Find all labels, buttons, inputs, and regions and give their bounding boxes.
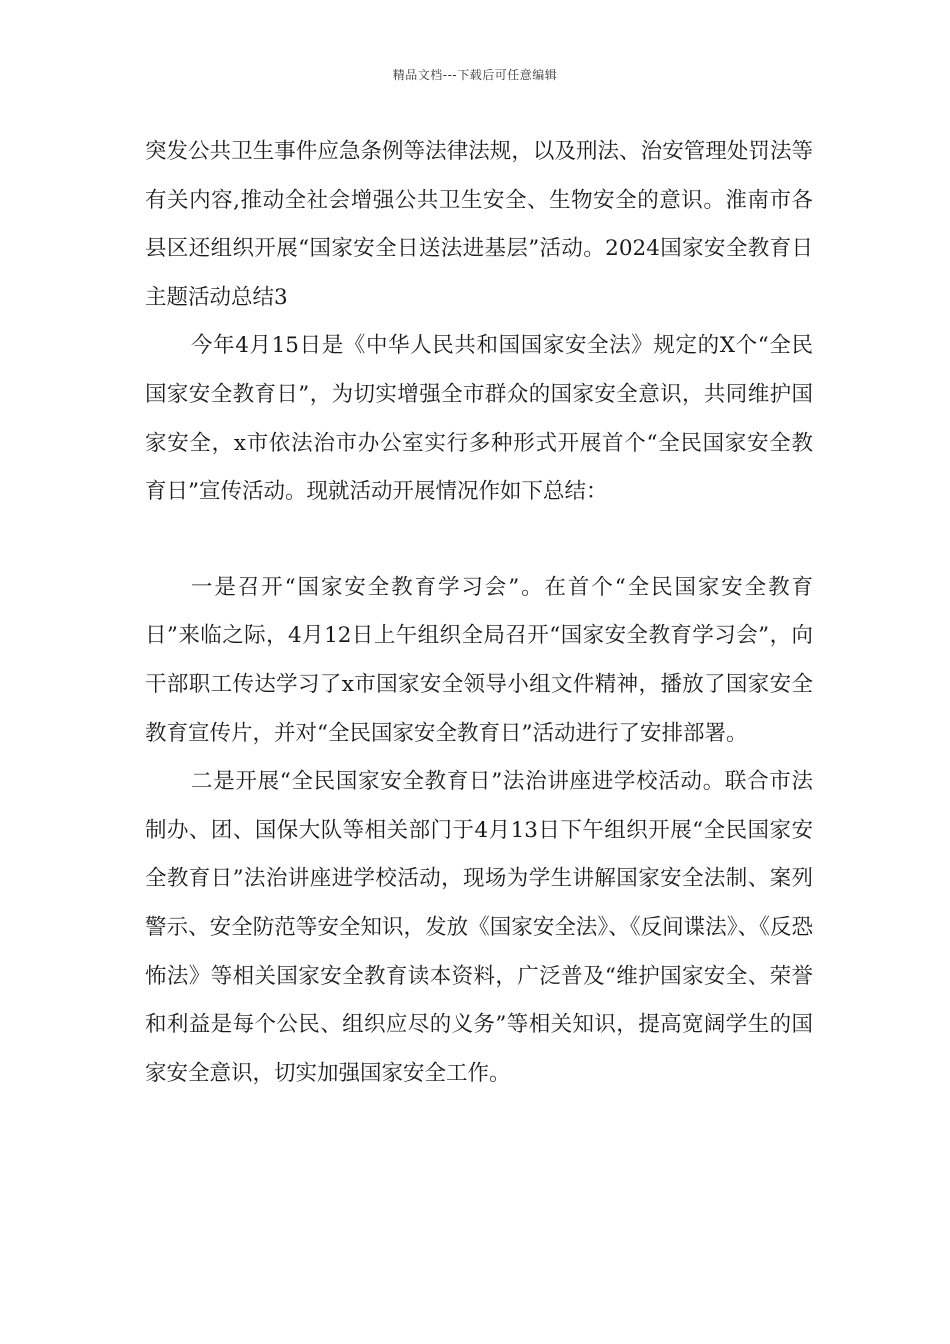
paragraph-spacer xyxy=(145,517,813,564)
document-body xyxy=(145,128,813,1098)
paragraph-item-one: 一是召开“国家安全教育学习会”。在首个“全民国家安全教育日”来临之际，4月12日上午组织全局召开“国家安全教育学习会”，向干部职工传达学习了x市国家安全领导小组文件精神，播放了国家安全教育宣传片，并对“全民国家安全教育日”活动进行了安排部署。 xyxy=(145,574,813,746)
page-header: 精品文档---下载后可任意编辑 xyxy=(392,68,558,82)
paragraph-intro: 今年4月15日是《中华人民共和国国家安全法》规定的X个“全民国家安全教育日”，为切实增强全市群众的国家安全意识，共同维护国家安全，x市依法治市办公室实行多种形式开展首个“全民国家安全教育日”宣传活动。现就活动开展情况作如下总结： xyxy=(145,333,813,505)
paragraph-continuation: 突发公共卫生事件应急条例等法律法规，以及刑法、治安管理处罚法等有关内容,推动全社会增强公共卫生安全、生物安全的意识。淮南市各县区还组织开展“国家安全日送法进基层”活动。2024国家安全教育日主题活动总结3 xyxy=(145,139,813,310)
paragraph-item-two: 二是开展“全民国家安全教育日”法治讲座进学校活动。联合市法制办、团、国保大队等相关部门于4月13日下午组织开展“全民国家安全教育日”法治讲座进学校活动，现场为学生讲解国家安全法制、案列警示、安全防范等安全知识，发放《国家安全法》、《反间谍法》、《反恐怖法》等相关国家安全教育读本资料，广泛普及“维护国家安全、荣誉和利益是每个公民、组织应尽的义务”等相关知识，提高宽阔学生的国家安全意识，切实加强国家安全工作。 xyxy=(145,769,813,1086)
